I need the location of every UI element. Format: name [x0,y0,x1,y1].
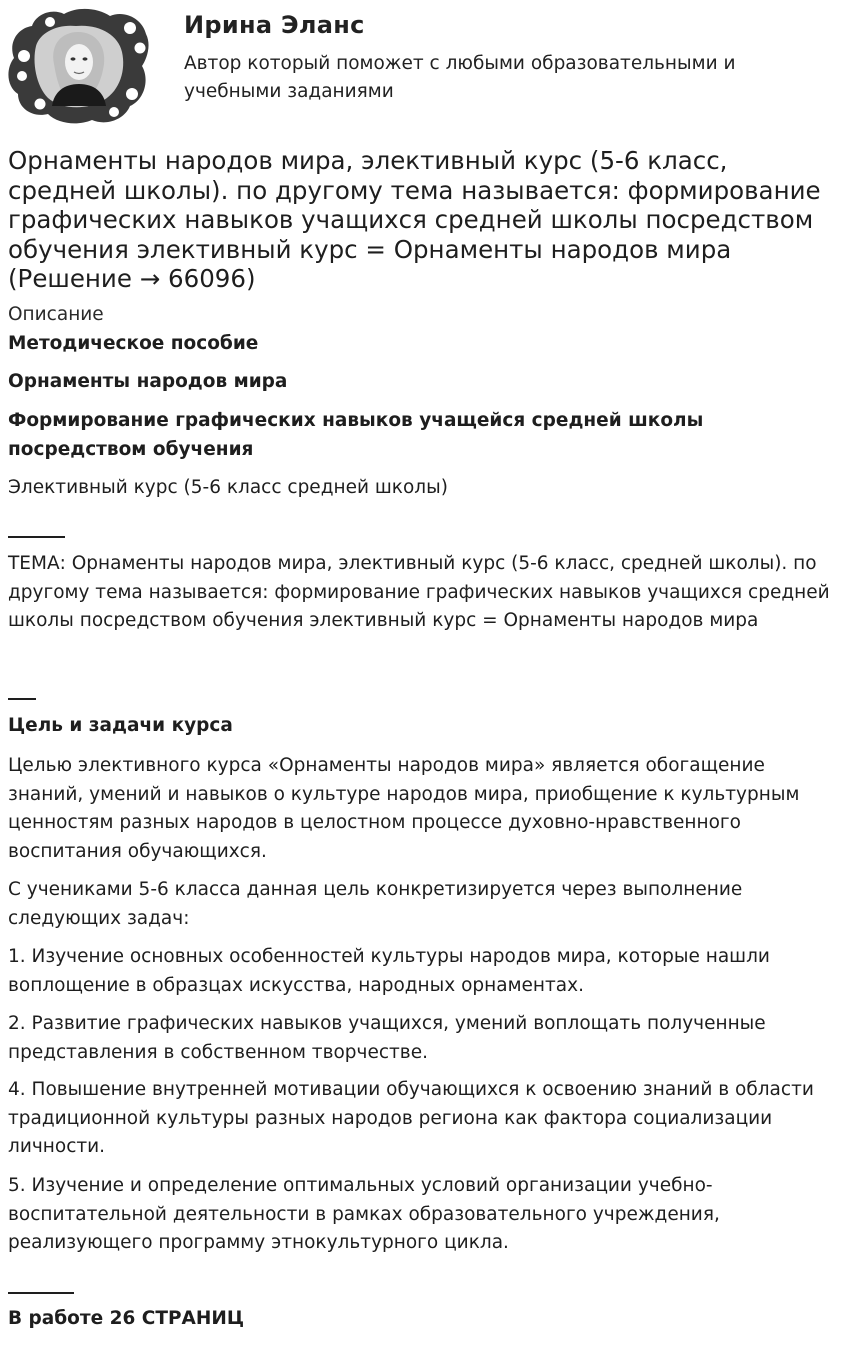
heading-ornaments: Орнаменты народов мира [8,371,288,392]
goal-paragraph: Целью элективного курса «Орнаменты народов мира» является обогащение знаний, умений и навыков о культуре народов мира, приобщение к культурным ценностям разных народов в целостном процессе духовно-нравственного воспитания обучающихся. [8,755,800,862]
avatar[interactable] [6,6,152,128]
topic-paragraph: ТЕМА: Орнаменты народов мира, элективный курс (5-6 класс, средней школы). по другому тема называется: формирование графических навыков учащихся средней школы посредством обучения элективный курс = Орнаменты народов мира [8,553,830,631]
description-label: Описание [8,304,104,325]
separator-line [8,536,65,538]
goals-heading: Цель и задачи курса [8,715,233,736]
tasks-intro: С учениками 5-6 класса данная цель конкретизируется через выполнение следующих задач: [8,879,743,929]
task-item: 5. Изучение и определение оптимальных условий организации учебно-воспитательной деятельности в рамках образовательного учреждения, реализующего программу этнокультурного цикла. [8,1175,720,1253]
course-subtitle: Элективный курс (5-6 класс средней школы) [8,477,448,498]
author-name[interactable]: Ирина Эланс [184,11,365,39]
separator-line [8,698,36,700]
author-block [0,0,847,140]
author-description: Автор который поможет с любыми образовательными и учебными заданиями [184,53,736,102]
heading-graphic-skills: Формирование графических навыков учащейся средней школы посредством обучения [8,410,704,460]
page-title: Орнаменты народов мира, элективный курс (5-6 класс, средней школы). по другому тема называется: формирование графических навыков учащихся средней школы посредством обучения элективный курс = Орнаменты народов мира (Решение → 66096) [8,146,821,293]
heading-methodical-guide: Методическое пособие [8,333,259,354]
page-count: В работе 26 СТРАНИЦ [8,1308,244,1329]
separator-line [8,1292,74,1294]
task-item: 1. Изучение основных особенностей культуры народов мира, которые нашли воплощение в образцах искусства, народных орнаментах. [8,946,770,996]
task-item: 2. Развитие графических навыков учащихся, умений воплощать полученные представления в собственном творчестве. [8,1013,766,1063]
task-item: 4. Повышение внутренней мотивации обучающихся к освоению знаний в области традиционной культуры разных народов региона как фактора социализации личности. [8,1079,814,1157]
